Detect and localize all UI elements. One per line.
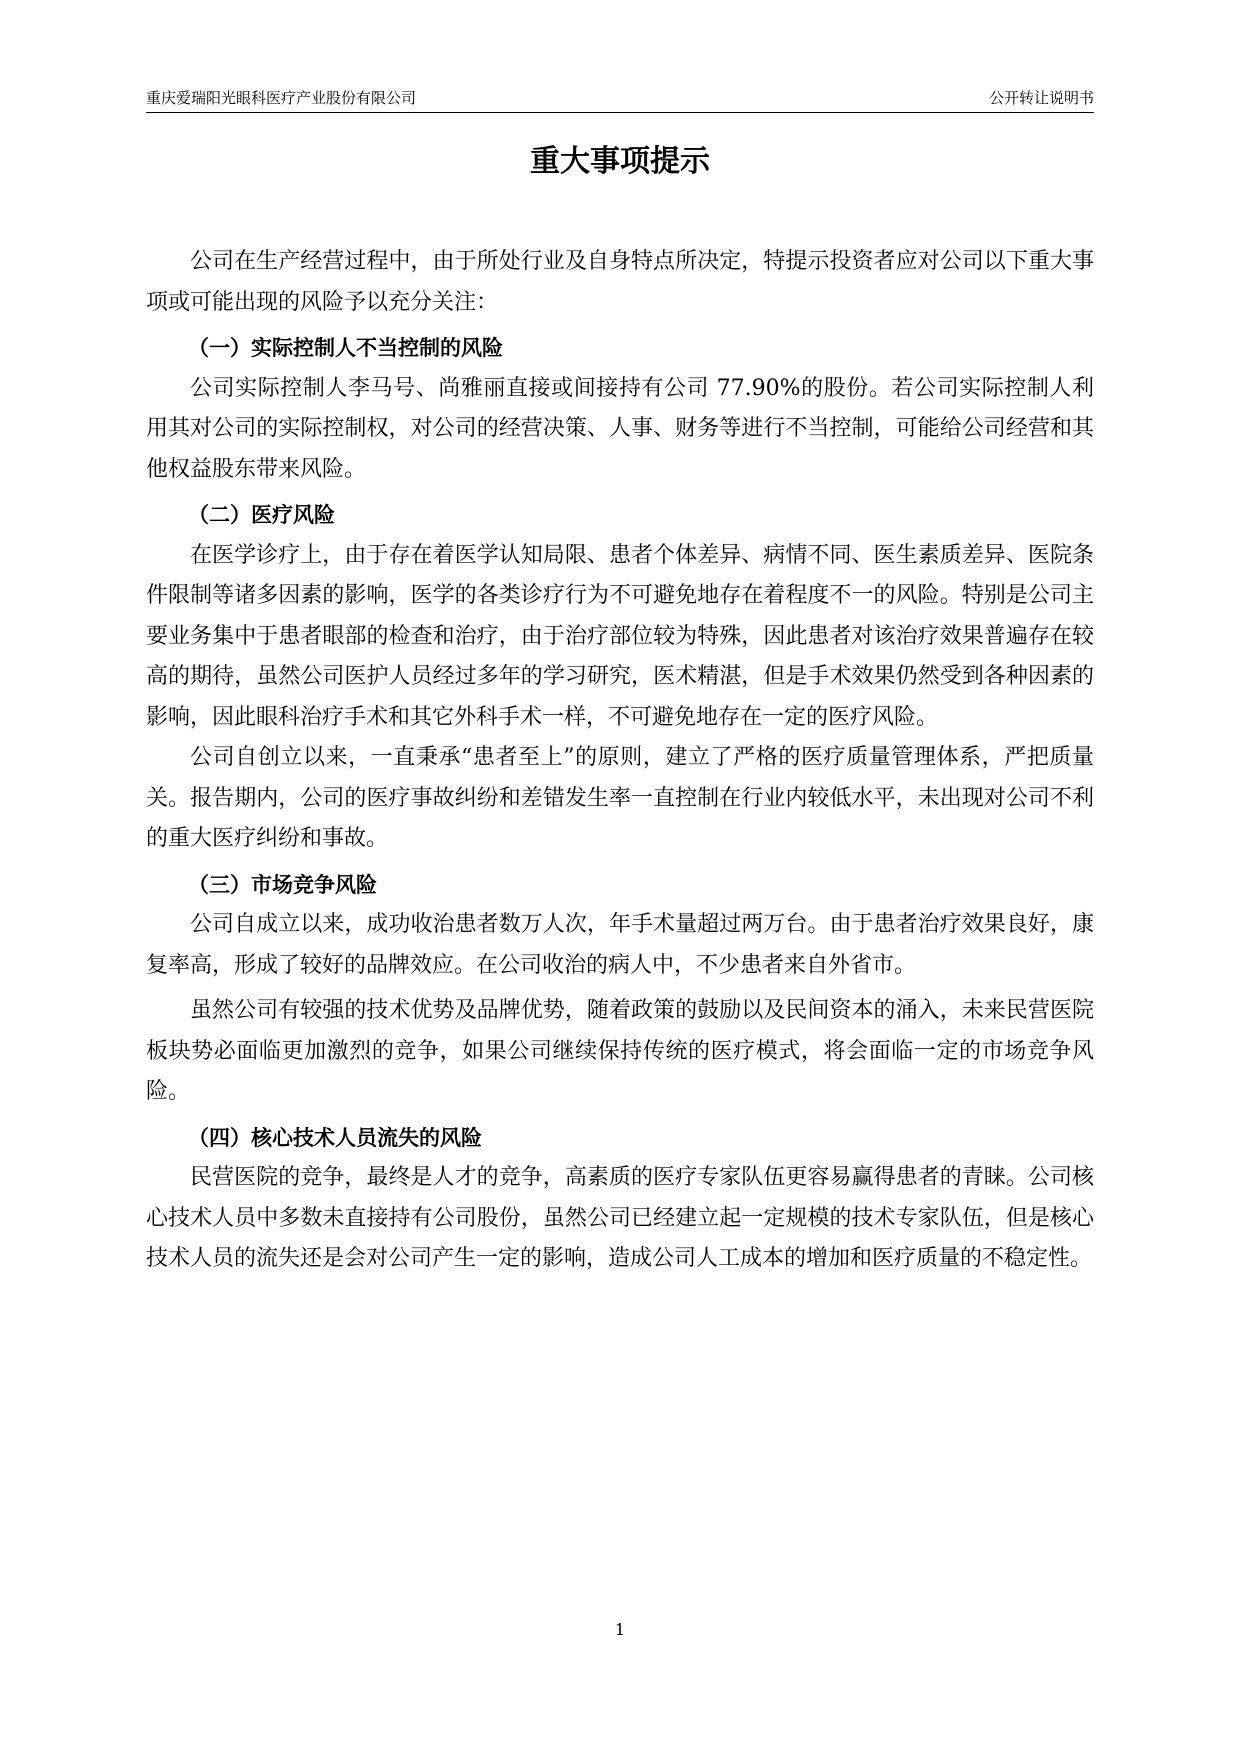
header-company-name: 重庆爱瑞阳光眼科医疗产业股份有限公司 xyxy=(146,89,417,107)
section-paragraph: 虽然公司有较强的技术优势及品牌优势，随着政策的鼓励以及民间资本的涌入，未来民营医院板块势必面临更加激烈的竞争，如果公司继续保持传统的医疗模式，将会面临一定的市场竞争风险。 xyxy=(146,998,1094,1104)
section-heading: （二）医疗风险 xyxy=(188,503,335,527)
page-header xyxy=(146,88,1094,113)
section-medical-risk xyxy=(146,495,1094,860)
page-number: 1 xyxy=(614,1620,626,1639)
section-paragraph: 在医学诊疗上，由于存在着医学认知局限、患者个体差异、病情不同、医生素质差异、医院条件限制等诸多因素的影响，医学的各类诊疗行为不可避免地存在着程度不一的风险。特别是公司主要业务集中于患者眼部的检查和治疗，由于治疗部位较为特殊，因此患者对该治疗效果普遍存在较高的期待，虽然公司医护人员经过多年的学习研究，医术精湛，但是手术效果仍然受到各种因素的影响，因此眼科治疗手术和其它外科手术一样，不可避免地存在一定的医疗风险。 xyxy=(146,542,1094,730)
section-paragraph: 公司自创立以来，一直秉承“患者至上”的原则，建立了严格的医疗质量管理体系，严把质量关。报告期内，公司的医疗事故纠纷和差错发生率一直控制在行业内较低水平，未出现对公司不利的重大医疗纠纷和事故。 xyxy=(146,745,1094,851)
section-paragraph: 民营医院的竞争，最终是人才的竞争，高素质的医疗专家队伍更容易赢得患者的青睐。公司核心技术人员中多数未直接持有公司股份，虽然公司已经建立起一定规模的技术专家队伍，但是核心技术人员的流失还是会对公司产生一定的影响，造成公司人工成本的增加和医疗质量的不稳定性。 xyxy=(146,1165,1094,1271)
section-market-competition-risk xyxy=(146,865,1094,1113)
section-paragraph: 公司实际控制人李马号、尚雅丽直接或间接持有公司 77.90%的股份。若公司实际控制人利用其对公司的实际控制权，对公司的经营决策、人事、财务等进行不当控制，可能给公司经营和其他权益股东带来风险。 xyxy=(146,375,1094,482)
section-heading: （一）实际控制人不当控制的风险 xyxy=(188,336,503,360)
section-heading: （四）核心技术人员流失的风险 xyxy=(188,1125,482,1150)
header-document-type: 公开转让说明书 xyxy=(988,89,1094,107)
section-heading: （三）市场竞争风险 xyxy=(188,872,377,897)
intro-paragraph: 公司在生产经营过程中，由于所处行业及自身特点所决定，特提示投资者应对公司以下重大事项或可能出现的风险予以充分关注： xyxy=(146,249,1094,315)
section-paragraph: 公司自成立以来，成功收治患者数万人次，年手术量超过两万台。由于患者治疗效果良好，康复率高，形成了较好的品牌效应。在公司收治的病人中，不少患者来自外省市。 xyxy=(146,912,1094,978)
section-core-staff-risk xyxy=(146,1118,1094,1280)
section-controller-risk xyxy=(146,328,1094,490)
page-title: 重大事项提示 xyxy=(530,144,710,179)
body-content xyxy=(146,242,1094,1280)
